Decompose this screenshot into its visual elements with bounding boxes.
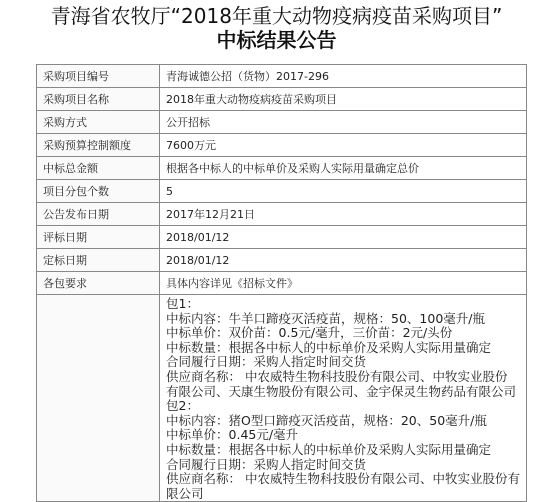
table-row bbox=[37, 65, 527, 88]
packages-row bbox=[37, 295, 527, 502]
packages-label-cell bbox=[37, 295, 160, 502]
table-row bbox=[37, 272, 527, 295]
package-line: 中标内容：牛羊口蹄疫灭活疫苗，规格：50、100毫升/瓶 bbox=[166, 311, 485, 326]
package-line: 中标数量：根据各中标人的中标单价及采购人实际用量确定 bbox=[166, 442, 492, 457]
row-value: 公开招标 bbox=[160, 111, 527, 134]
packages-text bbox=[166, 295, 520, 501]
package-line: 限公司 bbox=[166, 486, 204, 501]
title-line-1: 青海省农牧厅“2018年重大动物疫病疫苗采购项目” bbox=[50, 4, 503, 28]
row-value: 7600万元 bbox=[160, 134, 527, 157]
table-row bbox=[37, 111, 527, 134]
package-line: 供应商名称： 中农威特生物科技股份有限公司、中牧实业股份 bbox=[166, 369, 508, 384]
row-value: 具体内容详见《招标文件》 bbox=[160, 272, 527, 295]
package-line: 中标内容：猪O型口蹄疫灭活疫苗，规格：20、50毫升/瓶 bbox=[166, 413, 487, 428]
row-value: 根据各中标人的中标单价及采购人实际用量确定总价 bbox=[160, 157, 527, 180]
row-label: 采购项目名称 bbox=[37, 88, 160, 111]
result-table bbox=[36, 64, 527, 502]
row-value: 5 bbox=[160, 180, 527, 203]
row-value: 2018年重大动物疫病疫苗采购项目 bbox=[160, 88, 527, 111]
package-line: 合同履行日期：采购人指定时间交货 bbox=[166, 355, 367, 370]
package-line: 有限公司、天康生物股份有限公司、金宇保灵生物药品有限公司 bbox=[166, 384, 517, 399]
row-value: 2018/01/12 bbox=[160, 249, 527, 272]
row-value: 2018/01/12 bbox=[160, 226, 527, 249]
row-label: 评标日期 bbox=[37, 226, 160, 249]
table-row bbox=[37, 203, 527, 226]
table-row bbox=[37, 249, 527, 272]
table-row bbox=[37, 134, 527, 157]
row-label: 定标日期 bbox=[37, 249, 160, 272]
row-label: 采购预算控制额度 bbox=[37, 134, 160, 157]
package-line: 中标数量：根据各中标人的中标单价及采购人实际用量确定 bbox=[166, 340, 492, 355]
title-line-2: 中标结果公告 bbox=[216, 28, 337, 52]
package-line: 中标单价：0.45元/毫升 bbox=[166, 428, 299, 443]
row-value: 2017年12月21日 bbox=[160, 203, 527, 226]
row-label: 采购方式 bbox=[37, 111, 160, 134]
table-row bbox=[37, 88, 527, 111]
packages-cell bbox=[160, 295, 527, 502]
package-line: 包2： bbox=[166, 399, 199, 414]
row-label: 项目分包个数 bbox=[37, 180, 160, 203]
package-line: 中标单价：双价苗：0.5元/毫升，三价苗：2元/头份 bbox=[166, 326, 453, 341]
row-label: 中标总金额 bbox=[37, 157, 160, 180]
announcement-title bbox=[0, 0, 553, 52]
row-label: 公告发布日期 bbox=[37, 203, 160, 226]
row-label: 采购项目编号 bbox=[37, 65, 160, 88]
row-value: 青海诚德公招（货物）2017-296 bbox=[160, 65, 527, 88]
package-line: 包1： bbox=[166, 297, 199, 311]
package-line: 合同履行日期：采购人指定时间交货 bbox=[166, 457, 367, 472]
table-row bbox=[37, 157, 527, 180]
package-line: 供应商名称： 中农威特生物科技股份有限公司、中牧实业股份有 bbox=[166, 472, 520, 487]
table-row bbox=[37, 226, 527, 249]
table-row bbox=[37, 180, 527, 203]
row-label: 各包要求 bbox=[37, 272, 160, 295]
